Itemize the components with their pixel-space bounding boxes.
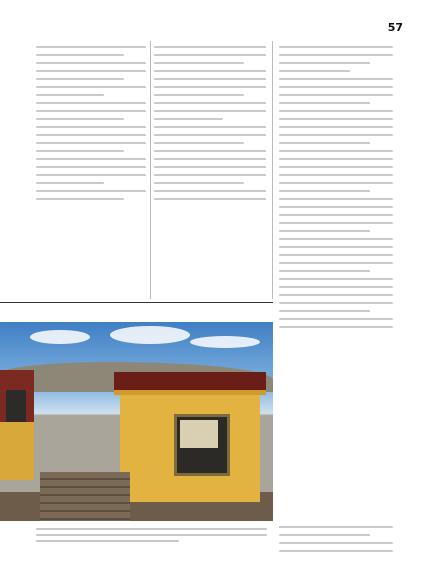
text-column-3-bottom <box>279 521 393 571</box>
column-divider <box>150 41 151 299</box>
temple-building <box>120 372 260 502</box>
temple-sign <box>180 420 218 448</box>
page-number: 57 <box>387 21 403 34</box>
text-column-3-bottom-lines <box>279 526 393 571</box>
left-building <box>0 370 34 480</box>
text-column-2 <box>154 41 266 299</box>
photo-caption-lines <box>36 528 267 542</box>
text-column-2-lines <box>154 46 266 299</box>
photo-caption <box>36 524 267 546</box>
section-rule <box>0 302 273 303</box>
text-column-1-lines <box>36 46 146 299</box>
text-column-3 <box>279 41 393 521</box>
text-column-1 <box>36 41 146 299</box>
stone-steps <box>40 472 130 521</box>
monastery-photo <box>0 322 273 521</box>
column-divider <box>272 41 273 299</box>
text-column-3-lines <box>279 46 393 521</box>
